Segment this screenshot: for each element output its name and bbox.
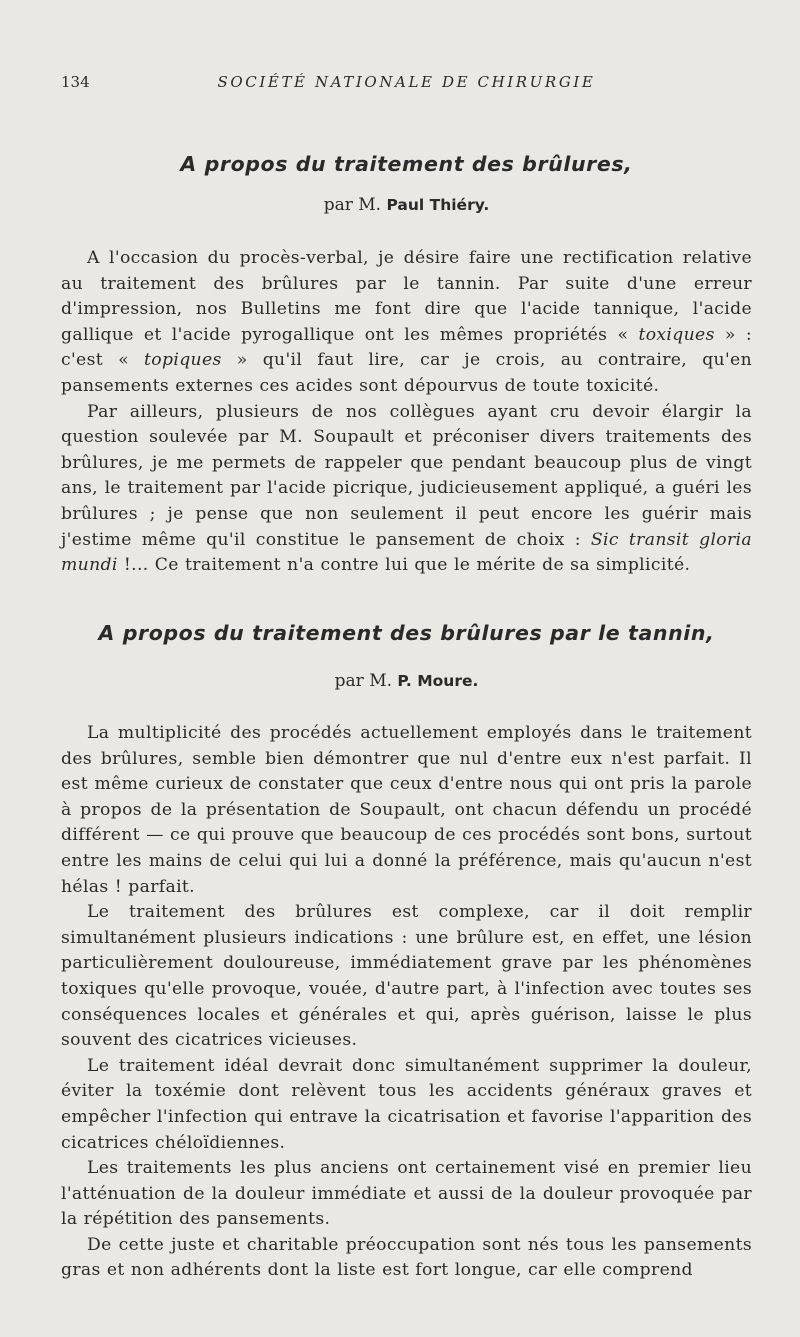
byline-thiery xyxy=(61,195,752,215)
paragraph xyxy=(61,400,752,579)
text-run: » qu'il faut lire, car je crois, au contraire, qu'en pansements externes ces acides sont dépourvus de toute toxicité. xyxy=(61,350,752,396)
running-head xyxy=(61,73,752,95)
article-title-thiery: A propos du traitement des brûlures, xyxy=(180,152,633,176)
byline-prefix: par M. xyxy=(334,671,398,691)
byline-prefix: par M. xyxy=(323,195,387,215)
text-run: Les traitements les plus anciens ont certainement visé en premier lieu l'atténuation de la douleur immédiate et aussi de la douleur provoquée par la répétition des pansements. xyxy=(61,1158,752,1230)
author-name: P. Moure. xyxy=(397,672,479,690)
text-run: A l'occasion du procès-verbal, je désire faire une rectification relative au traitement des brûlures par le tannin. Par suite d'une erreur d'impression, nos Bulletins me font dire que l'acide tannique, l'acide gallique et l'acide pyrogallique ont les mêmes propriétés « xyxy=(61,248,752,345)
text-run: Par ailleurs, plusieurs de nos collègues ayant cru devoir élargir la question soulevée par M. Soupault et préconiser divers traitements des brûlures, je me permets de rappeler que pendant beaucoup plus de vingt ans, le traitement par l'acide picrique, judicieusement appliqué, a guéri les brûlures ; je pense que non seulement il peut encore les guérir mais j'estime même qu'il constitue le pansement de choix : xyxy=(61,401,752,550)
author-name: Paul Thiéry. xyxy=(386,196,490,214)
text-run: » : c'est « xyxy=(61,324,752,371)
page-number: 134 xyxy=(61,73,90,91)
italic-text: topiques xyxy=(144,350,222,371)
text-run: La multiplicité des procédés actuellement employés dans le traitement des brûlures, semble bien démontrer que nul d'entre eux n'est parfait. Il est même curieux de constater que ceux d'entre nous qui ont pris la parole à propos de la présentation de Soupault, ont chacun défendu un procédé différent — ce qui prouve que beaucoup de ces procédés sont bons, surtout entre les mains de celui qui lui a donné la préférence, mais qu'aucun n'est hélas ! parfait. xyxy=(61,723,752,897)
text-run: !... Ce traitement n'a contre lui que le mérite de sa simplicité. xyxy=(117,555,691,576)
paragraph xyxy=(61,1233,752,1284)
article-title-moure: A propos du traitement des brûlures par le tannin, xyxy=(98,621,715,645)
text-run: De cette juste et charitable préoccupation sont nés tous les pansements gras et non adhérents dont la liste est fort longue, car elle comprend xyxy=(61,1234,752,1281)
paragraph xyxy=(61,900,752,1054)
journal-title: SOCIÉTÉ NATIONALE DE CHIRURGIE xyxy=(217,73,596,91)
text-run: Le traitement des brûlures est complexe, car il doit remplir simultanément plusieurs indications : une brûlure est, en effet, une lésion particulièrement douloureuse, immédiatement grave par les phénomènes toxiques qu'elle provoque, vouée, d'autre part, à l'infection avec toutes ses conséquences locales et générales et qui, après guérison, laisse le plus souvent des cicatrices vicieuses. xyxy=(61,902,752,1051)
article-body-thiery xyxy=(61,246,752,579)
italic-text: toxiques xyxy=(638,324,715,345)
byline-moure xyxy=(61,671,752,691)
article-body-moure xyxy=(61,721,752,1284)
paragraph xyxy=(61,246,752,400)
paragraph xyxy=(61,721,752,900)
text-run: Le traitement idéal devrait donc simultanément supprimer la douleur, éviter la toxémie dont relèvent tous les accidents généraux graves et empêcher l'infection qui entrave la cicatrisation et favorise l'apparition des cicatrices chéloïdiennes. xyxy=(61,1055,752,1153)
paragraph xyxy=(61,1054,752,1156)
italic-text: Sic transit gloria mundi xyxy=(61,529,752,576)
paragraph xyxy=(61,1156,752,1233)
